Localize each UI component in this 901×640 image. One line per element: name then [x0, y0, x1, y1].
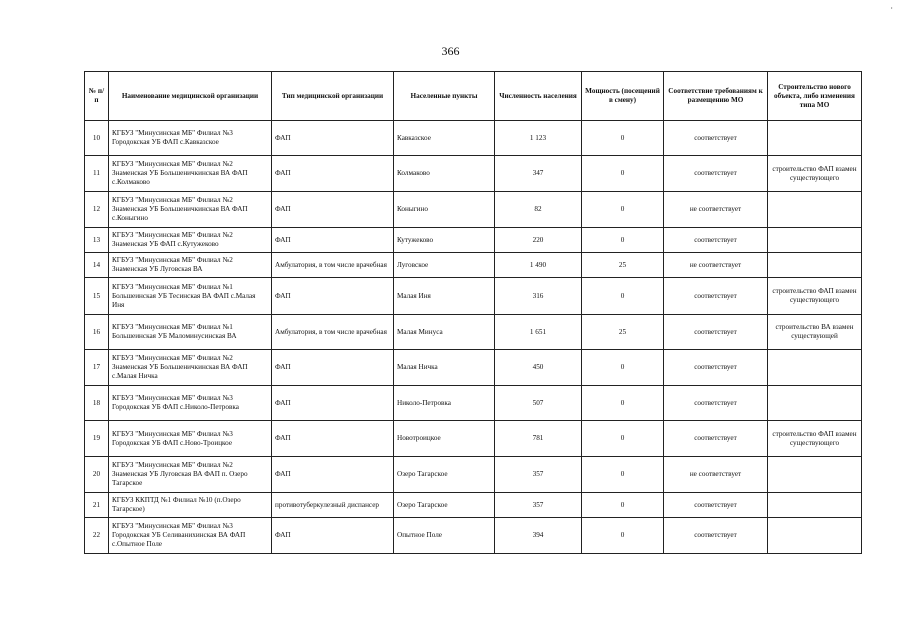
construction-note	[768, 228, 862, 253]
population-count: 1 651	[495, 315, 582, 350]
capacity-value: 0	[582, 421, 664, 457]
organization-name: КГБУЗ "Минусинская МБ" Филиал №2 Знаменская УБ Большеничкинская ВА ФАП с.Малая Ничка	[109, 350, 272, 386]
capacity-value: 0	[582, 278, 664, 315]
compliance-status: соответствует	[664, 278, 768, 315]
row-number: 14	[85, 253, 109, 278]
table-row	[85, 493, 862, 518]
population-count: 82	[495, 192, 582, 228]
organization-type: ФАП	[272, 156, 394, 192]
organization-type: противотуберкулезный диспансер	[272, 493, 394, 518]
population-count: 316	[495, 278, 582, 315]
table-row	[85, 121, 862, 156]
organization-name: КГБУЗ "Минусинская МБ" Филиал №3 Городокская УБ ФАП с.Ново-Троицкое	[109, 421, 272, 457]
organization-type: ФАП	[272, 192, 394, 228]
compliance-status: соответствует	[664, 518, 768, 554]
table-row	[85, 253, 862, 278]
organization-name: КГБУЗ "Минусинская МБ" Филиал №3 Городокская УБ ФАП с.Николо-Петровка	[109, 386, 272, 421]
construction-note	[768, 350, 862, 386]
compliance-status: соответствует	[664, 386, 768, 421]
organization-type: ФАП	[272, 421, 394, 457]
capacity-value: 0	[582, 192, 664, 228]
construction-note: строительство ФАП взамен существующего	[768, 278, 862, 315]
construction-note	[768, 457, 862, 493]
header-construction: Строительство нового объекта, либо изменения типа МО	[768, 72, 862, 121]
compliance-status: соответствует	[664, 156, 768, 192]
population-count: 220	[495, 228, 582, 253]
organization-type: ФАП	[272, 518, 394, 554]
header-number: № п/п	[85, 72, 109, 121]
header-compliance: Соответствие требованиям к размещению МО	[664, 72, 768, 121]
table-row	[85, 228, 862, 253]
capacity-value: 0	[582, 121, 664, 156]
population-count: 450	[495, 350, 582, 386]
compliance-status: соответствует	[664, 493, 768, 518]
construction-note	[768, 386, 862, 421]
row-number: 13	[85, 228, 109, 253]
capacity-value: 0	[582, 350, 664, 386]
organization-name: КГБУЗ "Минусинская МБ" Филиал №2 Знаменская УБ Луговская ВА ФАП п. Озеро Тагарское	[109, 457, 272, 493]
row-number: 11	[85, 156, 109, 192]
compliance-status: не соответствует	[664, 192, 768, 228]
settlement-name: Малая Иня	[394, 278, 495, 315]
corner-mark: ·	[890, 4, 893, 13]
organization-name: КГБУЗ "Минусинская МБ" Филиал №2 Знаменская УБ Большеничкинская ВА ФАП с.Колмаково	[109, 156, 272, 192]
organization-type: ФАП	[272, 121, 394, 156]
compliance-status: соответствует	[664, 228, 768, 253]
construction-note: строительство ФАП взамен существующего	[768, 156, 862, 192]
row-number: 19	[85, 421, 109, 457]
construction-note: строительство ФАП взамен существующего	[768, 421, 862, 457]
organization-type: ФАП	[272, 457, 394, 493]
row-number: 15	[85, 278, 109, 315]
settlement-name: Малая Минуса	[394, 315, 495, 350]
table-row	[85, 350, 862, 386]
settlement-name: Николо-Петровка	[394, 386, 495, 421]
header-population: Численность населения	[495, 72, 582, 121]
table-row	[85, 315, 862, 350]
construction-note	[768, 192, 862, 228]
table-row	[85, 386, 862, 421]
population-count: 1 490	[495, 253, 582, 278]
medical-organizations-table	[84, 71, 862, 554]
header-settlements: Населенные пункты	[394, 72, 495, 121]
organization-name: КГБУЗ "Минусинская МБ" Филиал №2 Знаменская УБ ФАП с.Кутужеково	[109, 228, 272, 253]
row-number: 21	[85, 493, 109, 518]
settlement-name: Луговское	[394, 253, 495, 278]
compliance-status: соответствует	[664, 315, 768, 350]
construction-note	[768, 253, 862, 278]
organization-type: ФАП	[272, 278, 394, 315]
population-count: 357	[495, 457, 582, 493]
settlement-name: Кутужеково	[394, 228, 495, 253]
population-count: 347	[495, 156, 582, 192]
settlement-name: Новотроицкое	[394, 421, 495, 457]
row-number: 17	[85, 350, 109, 386]
header-type: Тип медицинской организации	[272, 72, 394, 121]
settlement-name: Малая Ничка	[394, 350, 495, 386]
capacity-value: 0	[582, 518, 664, 554]
population-count: 781	[495, 421, 582, 457]
compliance-status: соответствует	[664, 121, 768, 156]
settlement-name: Опытное Поле	[394, 518, 495, 554]
compliance-status: соответствует	[664, 421, 768, 457]
row-number: 16	[85, 315, 109, 350]
organization-type: Амбулатория, в том числе врачебная	[272, 315, 394, 350]
construction-note	[768, 518, 862, 554]
table-row	[85, 518, 862, 554]
table-body	[85, 121, 862, 554]
table-row	[85, 156, 862, 192]
construction-note	[768, 493, 862, 518]
capacity-value: 0	[582, 457, 664, 493]
header-capacity: Мощность (посещений в смену)	[582, 72, 664, 121]
organization-name: КГБУЗ "Минусинская МБ" Филиал №1 Большеинская УБ Тесинская ВА ФАП с.Малая Иня	[109, 278, 272, 315]
settlement-name: Коныгино	[394, 192, 495, 228]
organization-name: КГБУЗ "Минусинская МБ" Филиал №3 Городокская УБ ФАП с.Кавказское	[109, 121, 272, 156]
organization-name: КГБУЗ "Минусинская МБ" Филиал №1 Большеинская УБ Маломинусинская ВА	[109, 315, 272, 350]
organization-type: ФАП	[272, 350, 394, 386]
population-count: 394	[495, 518, 582, 554]
table-row	[85, 278, 862, 315]
population-count: 1 123	[495, 121, 582, 156]
population-count: 507	[495, 386, 582, 421]
organization-type: ФАП	[272, 228, 394, 253]
compliance-status: не соответствует	[664, 457, 768, 493]
table-row	[85, 457, 862, 493]
capacity-value: 0	[582, 156, 664, 192]
capacity-value: 0	[582, 228, 664, 253]
row-number: 20	[85, 457, 109, 493]
settlement-name: Колмаково	[394, 156, 495, 192]
header-organization: Наименование медицинской организации	[109, 72, 272, 121]
row-number: 12	[85, 192, 109, 228]
capacity-value: 0	[582, 493, 664, 518]
population-count: 357	[495, 493, 582, 518]
organization-name: КГБУЗ "Минусинская МБ" Филиал №3 Городокская УБ Селиванихинская ВА ФАП с.Опытное Поле	[109, 518, 272, 554]
compliance-status: не соответствует	[664, 253, 768, 278]
capacity-value: 0	[582, 386, 664, 421]
settlement-name: Озеро Тагарское	[394, 457, 495, 493]
organization-name: КГБУЗ ККПТД №1 Филиал №10 (п.Озеро Тагарское)	[109, 493, 272, 518]
row-number: 10	[85, 121, 109, 156]
organization-type: Амбулатория, в том числе врачебная	[272, 253, 394, 278]
organization-name: КГБУЗ "Минусинская МБ" Филиал №2 Знаменская УБ Большеничкинская ВА ФАП с.Коныгино	[109, 192, 272, 228]
table-header	[85, 72, 862, 121]
table-row	[85, 192, 862, 228]
organization-name: КГБУЗ "Минусинская МБ" Филиал №2 Знаменская УБ Луговская ВА	[109, 253, 272, 278]
compliance-status: соответствует	[664, 350, 768, 386]
construction-note	[768, 121, 862, 156]
settlement-name: Кавказское	[394, 121, 495, 156]
settlement-name: Озеро Тагарское	[394, 493, 495, 518]
table-row	[85, 421, 862, 457]
capacity-value: 25	[582, 315, 664, 350]
organization-type: ФАП	[272, 386, 394, 421]
capacity-value: 25	[582, 253, 664, 278]
page-number: 366	[441, 44, 460, 58]
row-number: 18	[85, 386, 109, 421]
row-number: 22	[85, 518, 109, 554]
construction-note: строительство ВА взамен существующей	[768, 315, 862, 350]
